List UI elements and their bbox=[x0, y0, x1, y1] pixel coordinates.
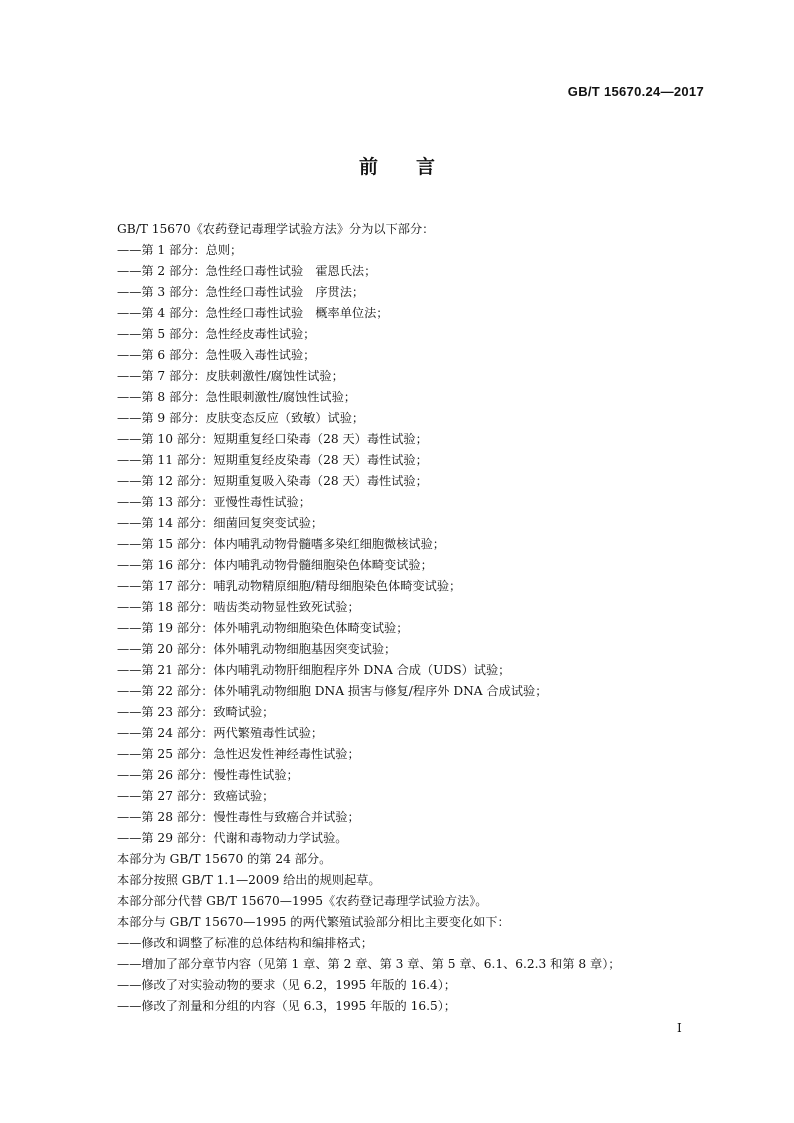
page-number: I bbox=[677, 1021, 682, 1035]
list-item: ——第 23 部分：致畸试验； bbox=[117, 705, 275, 719]
list-item: ——第 6 部分：急性吸入毒性试验； bbox=[117, 348, 316, 362]
list-item: ——修改了剂量和分组的内容（见 6.3，1995 年版的 16.5）； bbox=[117, 999, 456, 1013]
intro-paragraph: GB/T 15670《农药登记毒理学试验方法》分为以下部分： bbox=[117, 222, 435, 236]
list-item: ——第 11 部分：短期重复经皮染毒（28 天）毒性试验； bbox=[117, 453, 428, 467]
list-item: ——第 3 部分：急性经口毒性试验 序贯法； bbox=[117, 285, 365, 299]
list-item: ——第 28 部分：慢性毒性与致癌合并试验； bbox=[117, 810, 360, 824]
list-item: ——第 8 部分：急性眼刺激性/腐蚀性试验； bbox=[117, 390, 356, 404]
list-item: ——第 10 部分：短期重复经口染毒（28 天）毒性试验； bbox=[117, 432, 428, 446]
list-item: ——第 16 部分：体内哺乳动物骨髓细胞染色体畸变试验； bbox=[117, 558, 433, 572]
statements bbox=[117, 849, 717, 933]
list-item: ——第 7 部分：皮肤刺激性/腐蚀性试验； bbox=[117, 369, 344, 383]
statement-paragraph: 本部分为 GB/T 15670 的第 24 部分。 bbox=[117, 852, 332, 866]
list-item: ——第 2 部分：急性经口毒性试验 霍恩氏法； bbox=[117, 264, 377, 278]
page-title: 前言 bbox=[358, 156, 473, 178]
list-item: ——第 25 部分：急性迟发性神经毒性试验； bbox=[117, 747, 360, 761]
list-item: ——第 20 部分：体外哺乳动物细胞基因突变试验； bbox=[117, 642, 397, 656]
list-item: ——第 1 部分：总则； bbox=[117, 243, 243, 257]
list-item: ——第 19 部分：体外哺乳动物细胞染色体畸变试验； bbox=[117, 621, 409, 635]
list-item: ——第 9 部分：皮肤变态反应（致敏）试验； bbox=[117, 411, 365, 425]
list-item: ——第 29 部分：代谢和毒物动力学试验。 bbox=[117, 831, 348, 845]
list-item: ——第 18 部分：啮齿类动物显性致死试验； bbox=[117, 600, 360, 614]
list-item: ——第 24 部分：两代繁殖毒性试验； bbox=[117, 726, 324, 740]
statement-paragraph: 本部分部分代替 GB/T 15670—1995《农药登记毒理学试验方法》。 bbox=[117, 894, 488, 908]
list-item: ——第 5 部分：急性经皮毒性试验； bbox=[117, 327, 316, 341]
list-item: ——第 4 部分：急性经口毒性试验 概率单位法； bbox=[117, 306, 389, 320]
list-item: ——修改了对实验动物的要求（见 6.2，1995 年版的 16.4）； bbox=[117, 978, 456, 992]
document-body bbox=[117, 219, 717, 1017]
list-item: ——修改和调整了标准的总体结构和编排格式； bbox=[117, 936, 373, 950]
statement-paragraph: 本部分与 GB/T 15670—1995 的两代繁殖试验部分相比主要变化如下： bbox=[117, 915, 510, 929]
parts-list bbox=[117, 240, 717, 849]
statement-paragraph: 本部分按照 GB/T 1.1—2009 给出的规则起草。 bbox=[117, 873, 381, 887]
list-item: ——第 17 部分：哺乳动物精原细胞/精母细胞染色体畸变试验； bbox=[117, 579, 462, 593]
list-item: ——第 12 部分：短期重复吸入染毒（28 天）毒性试验； bbox=[117, 474, 428, 488]
changes-list bbox=[117, 933, 717, 1017]
list-item: ——第 27 部分：致癌试验； bbox=[117, 789, 275, 803]
standard-code: GB/T 15670.24—2017 bbox=[567, 84, 704, 99]
list-item: ——增加了部分章节内容（见第 1 章、第 2 章、第 3 章、第 5 章、6.1、6.2.3 和第 8 章）； bbox=[117, 957, 621, 971]
list-item: ——第 15 部分：体内哺乳动物骨髓嗜多染红细胞微核试验； bbox=[117, 537, 445, 551]
list-item: ——第 13 部分：亚慢性毒性试验； bbox=[117, 495, 311, 509]
list-item: ——第 14 部分：细菌回复突变试验； bbox=[117, 516, 324, 530]
list-item: ——第 26 部分：慢性毒性试验； bbox=[117, 768, 299, 782]
list-item: ——第 22 部分：体外哺乳动物细胞 DNA 损害与修复/程序外 DNA 合成试验； bbox=[117, 684, 548, 698]
list-item: ——第 21 部分：体内哺乳动物肝细胞程序外 DNA 合成（UDS）试验； bbox=[117, 663, 511, 677]
